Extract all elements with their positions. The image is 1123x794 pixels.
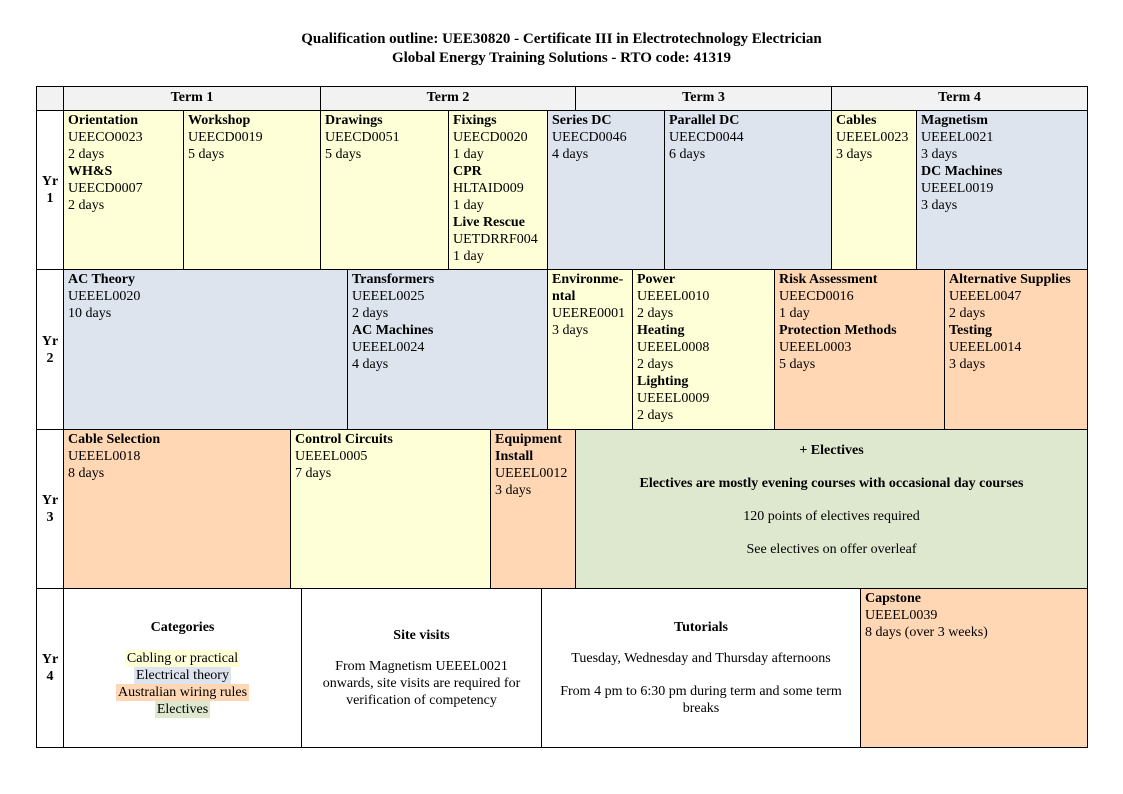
unit-cable-selection: Cable Selection UEEEL0018 8 days: [63, 429, 291, 589]
unit-alt-supplies-testing: Alternative Supplies UEEEL0047 2 days Testing UEEEL0014 3 days: [944, 269, 1088, 430]
term-3-header: Term 3: [575, 86, 832, 111]
unit-cables: Cables UEEEL0023 3 days: [831, 110, 917, 270]
site-visits-box: [301, 588, 542, 748]
electives-heading: + Electives: [799, 443, 864, 458]
year-3-label: Yr 3: [36, 429, 64, 589]
site-visits-title: Site visits: [393, 628, 450, 643]
unit-series-dc: Series DC UEECD0046 4 days: [547, 110, 665, 270]
electives-block: [575, 429, 1088, 589]
unit-ac-theory: AC Theory UEEEL0020 10 days: [63, 269, 348, 430]
unit-power-heating-lighting: Power UEEEL0010 2 days Heating UEEEL0008 2 days Lighting UEEEL0009 2 days: [632, 269, 775, 430]
electives-overleaf: See electives on offer overleaf: [746, 542, 917, 557]
site-visits-text: From Magnetism UEEEL0021 onwards, site visits are required for verification of competency: [322, 659, 521, 708]
tutorials-days: Tuesday, Wednesday and Thursday afternoons: [571, 651, 831, 666]
categories-title: Categories: [150, 619, 215, 635]
unit-magnetism-dc-machines: Magnetism UEEEL0021 3 days DC Machines UEEEL0019 3 days: [916, 110, 1088, 270]
unit-risk-protection: Risk Assessment UEECD0016 1 day Protection Methods UEEEL0003 5 days: [774, 269, 945, 430]
unit-control-circuits: Control Circuits UEEEL0005 7 days: [290, 429, 491, 589]
unit-environmental: Environme- ntal UEERE0001 3 days: [547, 269, 633, 430]
tutorials-box: [541, 588, 861, 748]
electives-points: 120 points of electives required: [743, 509, 920, 524]
document-title: Qualification outline: UEE30820 - Certificate III in Electrotechnology Electrician: [301, 31, 822, 47]
tutorials-times: From 4 pm to 6:30 pm during term and some term breaks: [560, 684, 842, 716]
year-1-label: Yr 1: [36, 110, 64, 270]
term-1-header: Term 1: [63, 86, 321, 111]
document-subtitle: Global Energy Training Solutions - RTO code: 41319: [391, 50, 732, 66]
unit-fixings-cpr-live-rescue: Fixings UEECD0020 1 day CPR HLTAID009 1 day Live Rescue UETDRRF004 1 day: [448, 110, 548, 270]
unit-equipment-install: Equipment Install UEEEL0012 3 days: [490, 429, 576, 589]
unit-capstone: Capstone UEEEL0039 8 days (over 3 weeks): [860, 588, 1088, 748]
unit-drawings: Drawings UEECD0051 5 days: [320, 110, 449, 270]
header-corner: [36, 86, 64, 111]
unit-parallel-dc: Parallel DC UEECD0044 6 days: [664, 110, 832, 270]
unit-orientation-whs: Orientation UEECO0023 2 days WH&S UEECD0007 2 days: [63, 110, 184, 270]
year-2-label: Yr 2: [36, 269, 64, 430]
unit-transformers-ac-machines: Transformers UEEEL0025 2 days AC Machines UEEEL0024 4 days: [347, 269, 548, 430]
term-4-header: Term 4: [831, 86, 1088, 111]
unit-workshop: Workshop UEECD0019 5 days: [183, 110, 321, 270]
tutorials-title: Tutorials: [674, 620, 728, 635]
year-4-label: Yr 4: [36, 588, 64, 748]
categories-legend: [63, 588, 302, 748]
legend-cabling: Cabling or practical: [126, 650, 239, 666]
term-2-header: Term 2: [320, 86, 576, 111]
legend-electrical-theory: Electrical theory: [136, 667, 229, 683]
legend-electives: Electives: [156, 701, 209, 717]
legend-wiring-rules: Australian wiring rules: [117, 684, 248, 700]
electives-note: Electives are mostly evening courses with occasional day courses: [639, 476, 1024, 491]
